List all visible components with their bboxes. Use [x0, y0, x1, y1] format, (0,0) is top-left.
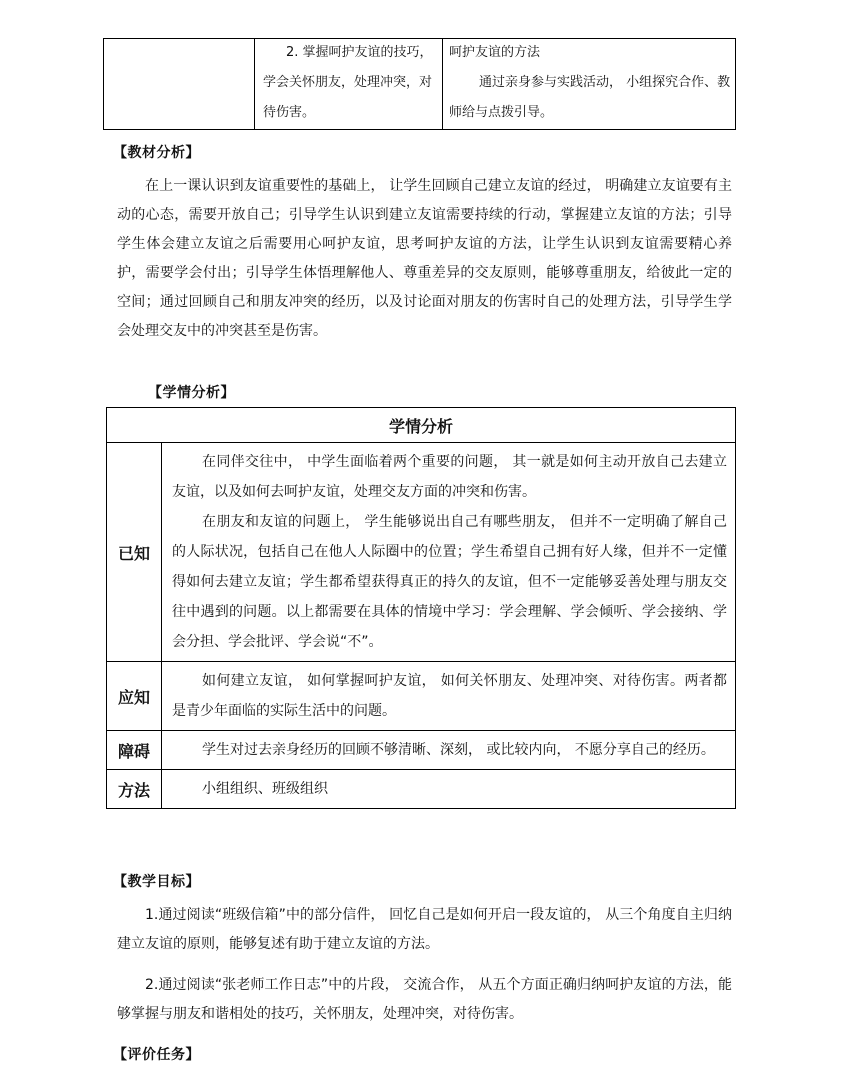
row-text-zhangai [162, 731, 736, 770]
pingjia-heading: 【评价任务】 [113, 1047, 200, 1063]
jiaocai-paragraph: 在上一课认识到友谊重要性的基础上， 让学生回顾自己建立友谊的经过， 明确建立友谊要有主动的心态，需要开放自己；引导学生认识到建立友谊需要持续的行动，掌握建立友谊的方法；引导学生体会建立友谊之后需要用心呵护友谊，思考呵护友谊的方法，让学生认识到友谊需要精心养护，需要学会付出；引导学生体悟理解他人、尊重差异的交友原则，能够尊重朋友，给彼此一定的空间；通过回顾自己和朋友冲突的经历，以及讨论面对朋友的伤害时自己的处理方法，引导学生学会处理交友中的冲突甚至是伤害。 [117, 178, 732, 339]
row-label-yingzhi: 应知 [107, 662, 162, 731]
row-label-yizhi: 已知 [107, 443, 162, 662]
xueqing-table-title: 学情分析 [107, 408, 736, 443]
yizhi-paragraph-1: 在同伴交往中， 中学生面临着两个重要的问题， 其一就是如何主动开放自己去建立友谊，以及如何去呵护友谊，处理交友方面的冲突和伤害。 [172, 454, 727, 500]
method-line-1: 呵护友谊的方法 [449, 45, 541, 60]
zhangai-paragraph: 学生对过去亲身经历的回顾不够清晰、深刻， 或比较内向， 不愿分享自己的经历。 [202, 742, 715, 758]
empty-cell [104, 39, 255, 130]
row-label-zhangai: 障碍 [107, 731, 162, 770]
goal-text: 2. 掌握呵护友谊的技巧，学会关怀朋友，处理冲突，对待伤害。 [263, 45, 433, 120]
mubiao-item-2: 2.通过阅读“张老师工作日志”中的片段， 交流合作， 从五个方面正确归纳呵护友谊的方法，能够掌握与朋友和谐相处的技巧，关怀朋友，处理冲突，对待伤害。 [117, 977, 732, 1022]
row-text-yingzhi [162, 662, 736, 731]
row-label-fangfa: 方法 [107, 770, 162, 809]
jiaocai-heading: 【教材分析】 [113, 145, 200, 161]
mubiao-item-1: 1.通过阅读“班级信箱”中的部分信件， 回忆自己是如何开启一段友谊的， 从三个角度自主归纳建立友谊的原则，能够复述有助于建立友谊的方法。 [117, 907, 732, 952]
mubiao-heading: 【教学目标】 [113, 874, 200, 890]
method-line-2: 通过亲身参与实践活动， 小组探究合作、教师给与点拨引导。 [449, 75, 731, 120]
xueqing-heading: 【学情分析】 [148, 385, 235, 401]
yizhi-paragraph-2: 在朋友和友谊的问题上， 学生能够说出自己有哪些朋友， 但并不一定明确了解自己的人际状况，包括自己在他人人际圈中的位置；学生希望自己拥有好人缘，但并不一定懂得如何去建立友谊；学生都希望获得真正的持久的友谊，但不一定能够妥善处理与朋友交往中遇到的问题。以上都需要在具体的情境中学习：学会理解、学会倾听、学会接纳、学会分担、学会批评、学会说“不”。 [172, 514, 727, 650]
row-text-fangfa [162, 770, 736, 809]
method-cell [443, 39, 736, 130]
fangfa-paragraph: 小组组织、班级组织 [202, 781, 328, 797]
xueqing-table [106, 407, 736, 809]
yingzhi-paragraph: 如何建立友谊， 如何掌握呵护友谊， 如何关怀朋友、处理冲突、对待伤害。两者都是青少年面临的实际生活中的问题。 [172, 673, 727, 719]
row-text-yizhi [162, 443, 736, 662]
objectives-table-fragment [103, 38, 736, 130]
goal-cell [255, 39, 443, 130]
